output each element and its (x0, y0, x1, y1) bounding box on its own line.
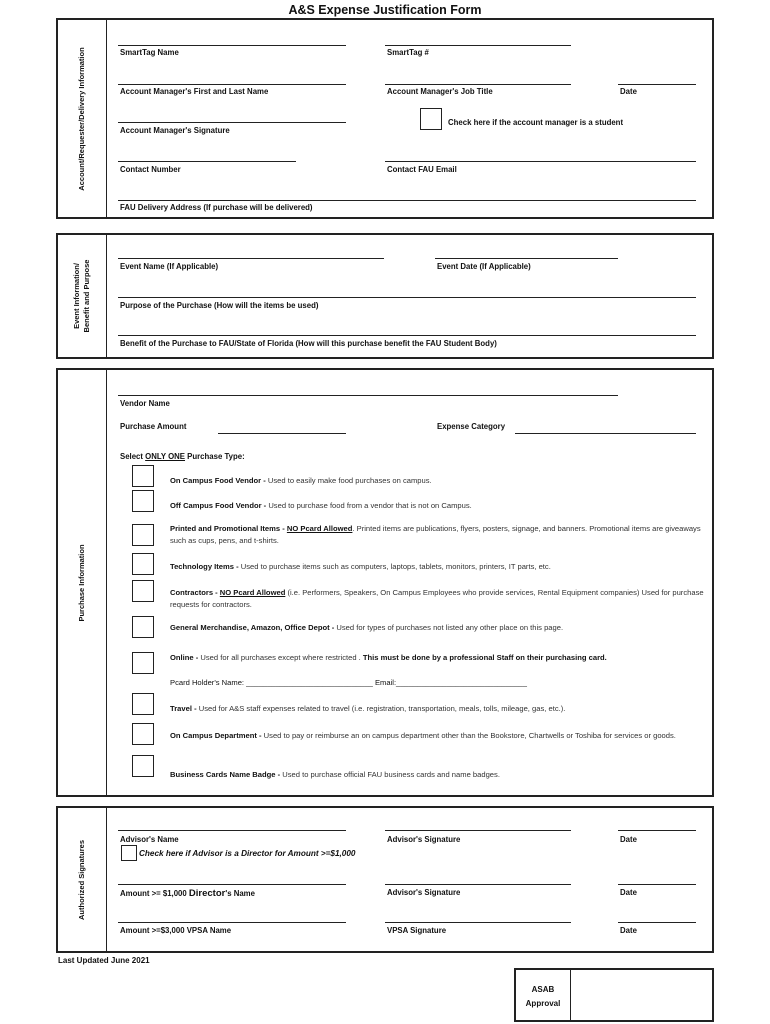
option-separator: - (261, 476, 268, 485)
option-title: On Campus Food Vendor (170, 476, 262, 485)
manager-name-label: Account Manager's First and Last Name (120, 87, 269, 96)
advisor-signature-label: Advisor's Signature (387, 835, 461, 844)
vpsa-name-label: Amount >=$3,000 VPSA Name (120, 926, 232, 935)
director-checkbox[interactable] (121, 845, 137, 861)
date-3-label: Date (620, 926, 637, 935)
option-checkbox-on-campus-department[interactable] (132, 723, 154, 745)
option-title: Contractors (170, 588, 214, 597)
contact-email-label: Contact FAU Email (387, 165, 457, 174)
select-instruction (120, 452, 245, 461)
option-description: Used to pay or reimburse an on campus department other than the Bookstore, Chartwells or Toshiba for services or goods. (263, 731, 676, 740)
benefit-field[interactable] (118, 335, 696, 336)
option-checkbox-contractors[interactable] (132, 580, 154, 602)
vpsa-signature-label: VPSA Signature (387, 926, 447, 935)
option-title: Business Cards Name Badge (170, 770, 276, 779)
option-separator: - (213, 588, 220, 597)
no-pcard-notice: NO Pcard Allowed (286, 524, 353, 533)
date-3-field[interactable] (618, 922, 696, 923)
section-label: Purchase Information (77, 543, 86, 622)
vpsa-signature-field[interactable] (385, 922, 571, 923)
delivery-address-field[interactable] (118, 200, 696, 201)
section-label-line-1: Event Information/ (72, 263, 81, 329)
option-checkbox-general-merchandise[interactable] (132, 616, 154, 638)
event-date-label: Event Date (If Applicable) (437, 262, 531, 271)
option-description: Used to purchase items such as computers, laptops, tablets, monitors, printers, IT parts, etc. (240, 562, 551, 571)
option-description: Used to easily make food purchases on campus. (267, 476, 432, 485)
director-name-suffix: 's Name (225, 889, 255, 898)
expense-category-field[interactable] (515, 433, 696, 434)
manager-signature-field[interactable] (118, 122, 346, 123)
asab-approval-label (516, 970, 571, 1020)
contact-number-label: Contact Number (120, 165, 181, 174)
option-online (170, 652, 710, 689)
option-description: (i.e. Performers, Speakers, On Campus Employees who provide services, Rental Equipment companies) Used for purchase requests for contractors. (170, 588, 704, 609)
option-checkbox-travel[interactable] (132, 693, 154, 715)
approval-line-2: Approval (525, 999, 561, 1008)
event-name-field[interactable] (118, 258, 384, 259)
select-suffix: Purchase Type: (185, 452, 245, 461)
option-checkbox-online[interactable] (132, 652, 154, 674)
option-technology (170, 561, 710, 573)
section-side-panel (58, 20, 107, 217)
option-separator: - (193, 653, 201, 662)
advisor-signature-field[interactable] (385, 830, 571, 831)
option-on-campus-food (170, 475, 710, 487)
account-requester-section (56, 18, 714, 219)
director-name-field[interactable] (118, 884, 346, 885)
option-checkbox-technology[interactable] (132, 553, 154, 575)
manager-title-label: Account Manager's Job Title (387, 87, 493, 96)
option-title: Printed and Promotional Items (170, 524, 281, 533)
section-label-line-2: Benefit and Purpose (82, 259, 91, 333)
purchase-information-section (56, 368, 714, 797)
vendor-name-label: Vendor Name (120, 399, 170, 408)
delivery-address-label: FAU Delivery Address (If purchase will be delivered) (120, 203, 313, 212)
event-date-field[interactable] (435, 258, 618, 259)
date-2-field[interactable] (618, 884, 696, 885)
contact-number-field[interactable] (118, 161, 296, 162)
date-field[interactable] (618, 830, 696, 831)
option-title: Off Campus Food Vendor (170, 501, 262, 510)
purpose-field[interactable] (118, 297, 696, 298)
purchase-amount-label: Purchase Amount (120, 422, 187, 431)
option-checkbox-business-cards[interactable] (132, 755, 154, 777)
option-separator: - (329, 623, 337, 632)
option-title: General Merchandise, Amazon, Office Depot (170, 623, 330, 632)
section-label (72, 260, 92, 333)
manager-name-field[interactable] (118, 84, 346, 85)
manager-title-field[interactable] (385, 84, 571, 85)
option-checkbox-on-campus-food[interactable] (132, 465, 154, 487)
option-checkbox-off-campus-food[interactable] (132, 490, 154, 512)
option-contractors (170, 587, 710, 611)
option-description: Used for all purchases except where restricted . (200, 653, 363, 662)
option-description: Used to purchase official FAU business cards and name badges. (282, 770, 500, 779)
advisor-name-label: Advisor's Name (120, 835, 179, 844)
option-separator: - (275, 770, 283, 779)
advisor-signature-2-label: Advisor's Signature (387, 888, 461, 897)
option-description: . Printed items are publications, flyers, posters, signage, and banners. Promotional items are giveaways such as cups, pens, and t-shirts. (170, 524, 701, 545)
option-on-campus-department (170, 730, 710, 742)
option-checkbox-printed-promotional[interactable] (132, 524, 154, 546)
smarttag-number-field[interactable] (385, 45, 571, 46)
director-name-emphasis: Director (188, 888, 226, 899)
event-name-label: Event Name (If Applicable) (120, 262, 219, 271)
director-name-prefix: Amount >= $1,000 (120, 889, 189, 898)
option-title: Travel (170, 704, 192, 713)
option-separator: - (191, 704, 199, 713)
student-check-label: Check here if the account manager is a student (448, 118, 624, 127)
vendor-name-field[interactable] (118, 395, 618, 396)
form-title: A&S Expense Justification Form (288, 3, 482, 17)
smarttag-number-label: SmartTag # (387, 48, 429, 57)
section-label: Account/Requester/Delivery Information (77, 46, 86, 191)
vpsa-name-field[interactable] (118, 922, 346, 923)
option-emphasis: This must be done by a professional Staff on their purchasing card. (362, 653, 607, 662)
option-description: Used to purchase food from a vendor that is not on Campus. (268, 501, 472, 510)
option-separator: - (234, 562, 241, 571)
select-only-one: ONLY ONE (145, 452, 186, 461)
purpose-label: Purpose of the Purchase (How will the items be used) (120, 301, 319, 310)
option-business-cards (170, 769, 710, 781)
purchase-amount-field[interactable] (218, 433, 346, 434)
option-separator: - (256, 731, 264, 740)
option-title: Technology Items (170, 562, 234, 571)
section-side-panel (58, 808, 107, 951)
pcard-holder-line[interactable]: Pcard Holder's Name: ______________________________ Email:_______________________________ (170, 678, 527, 687)
select-prefix: Select (120, 452, 146, 461)
smarttag-name-field[interactable] (118, 45, 346, 46)
date-label: Date (620, 835, 637, 844)
expense-category-label: Expense Category (437, 422, 506, 431)
option-general-merchandise (170, 622, 710, 634)
benefit-label: Benefit of the Purchase to FAU/State of Florida (How will this purchase benefit the FAU Student Body) (120, 339, 497, 348)
option-printed-promotional (170, 523, 710, 547)
option-description: Used for types of purchases not listed any other place on this page. (336, 623, 564, 632)
event-information-section (56, 233, 714, 359)
contact-email-field[interactable] (385, 161, 696, 162)
option-description: Used for A&S staff expenses related to travel (i.e. registration, transportation, meals, tolls, mileage, gas, etc.). (198, 704, 566, 713)
no-pcard-notice: NO Pcard Allowed (219, 588, 286, 597)
date-2-label: Date (620, 888, 637, 897)
approval-line-1: ASAB (531, 985, 555, 994)
date-field[interactable] (618, 84, 696, 85)
smarttag-name-label: SmartTag Name (120, 48, 179, 57)
advisor-name-field[interactable] (118, 830, 346, 831)
section-label: Authorized Signatures (77, 839, 86, 920)
option-title: Online (170, 653, 194, 662)
section-side-panel (58, 235, 107, 357)
section-side-panel (58, 370, 107, 795)
authorized-signatures-section (56, 806, 714, 953)
last-updated: Last Updated June 2021 (58, 956, 150, 965)
asab-approval-box[interactable] (514, 968, 714, 1022)
option-travel (170, 703, 710, 715)
date-label: Date (620, 87, 637, 96)
option-separator: - (280, 524, 287, 533)
option-title: On Campus Department (170, 731, 257, 740)
advisor-signature-2-field[interactable] (385, 884, 571, 885)
manager-signature-label: Account Manager's Signature (120, 126, 230, 135)
director-name-label (120, 888, 255, 899)
director-check-label: Check here if Advisor is a Director for Amount >=$1,000 (139, 849, 356, 858)
option-separator: - (261, 501, 269, 510)
student-checkbox[interactable] (420, 108, 442, 130)
option-off-campus-food (170, 500, 710, 512)
